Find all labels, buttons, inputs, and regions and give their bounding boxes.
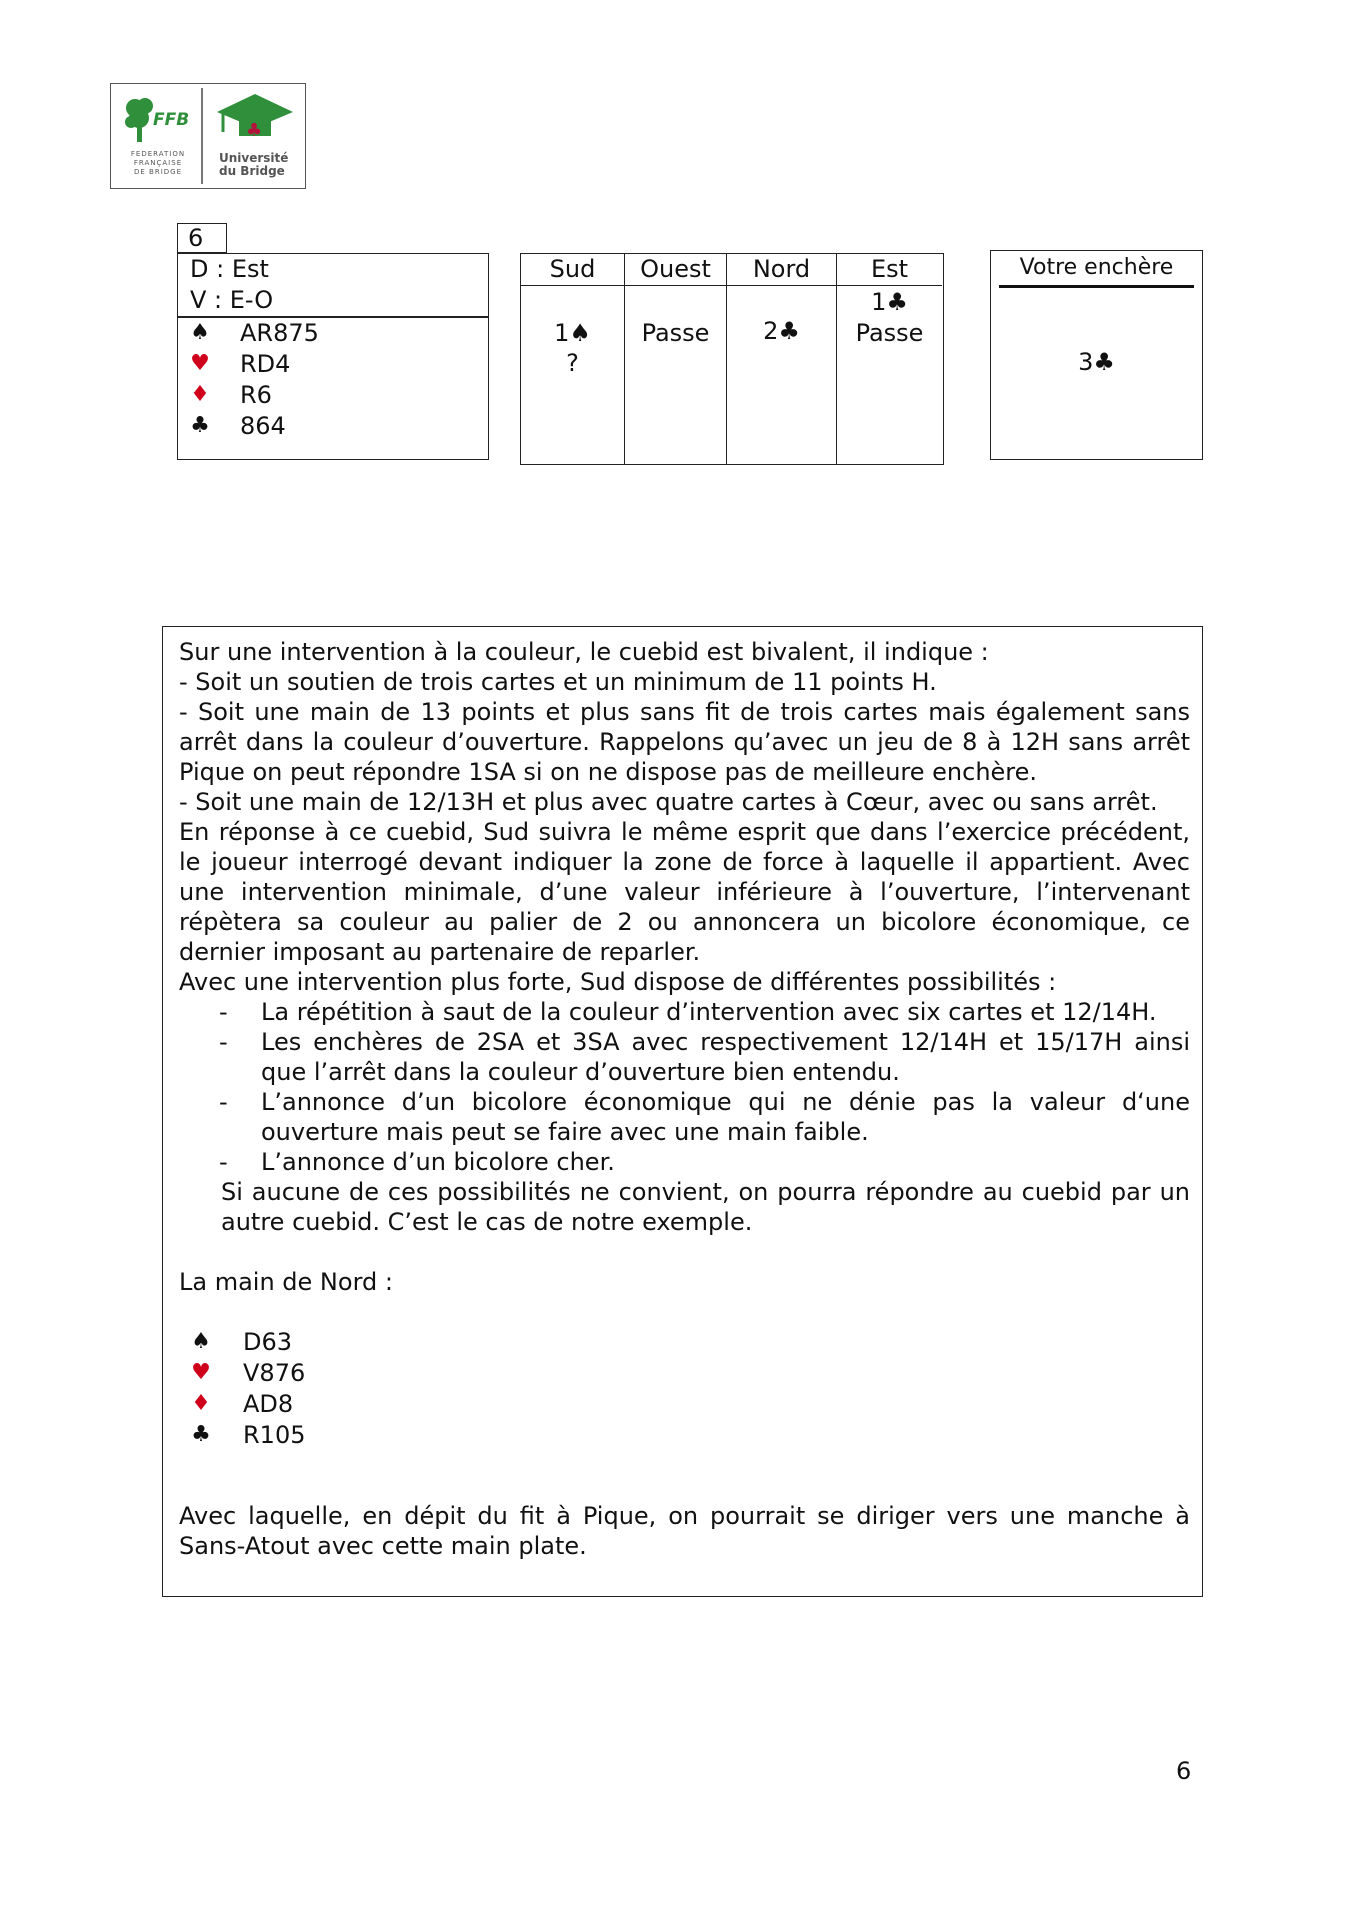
club-cards: 864 (240, 412, 286, 440)
bid-sud-2: ? (566, 349, 579, 377)
commentary-para-4: Si aucune de ces possibilités ne convient, on pourra répondre au cuebid par un autre cuebid. C’est le cas de notre exemple. (221, 1178, 1190, 1236)
bid-header-est: Est (837, 254, 942, 286)
heart-icon: ♥ (190, 351, 210, 376)
bid-column-nord (726, 254, 836, 464)
north-diamond-cards: AD8 (243, 1390, 294, 1418)
ffb-subtitle: FEDERATION FRANÇAISE DE BRIDGE (130, 150, 186, 176)
board-number: 6 (177, 223, 227, 253)
north-hand-label: La main de Nord : (179, 1268, 393, 1296)
bid-column-est (836, 254, 942, 464)
spade-cards: AR875 (240, 319, 319, 347)
bid-header-ouest: Ouest (625, 254, 726, 286)
spade-icon: ♠ (190, 320, 210, 345)
club-icon: ♣ (191, 1422, 211, 1447)
bid-sud-1: 1♠ (554, 319, 591, 347)
spade-icon: ♠ (191, 1329, 211, 1354)
answer-value: 3♣ (1078, 348, 1115, 376)
commentary-conclusion: Avec laquelle, en dépit du fit à Pique, on pourrait se diriger vers une manche à Sans-Atout avec cette main plate. (179, 1502, 1190, 1560)
commentary-line-1: - Soit un soutien de trois cartes et un minimum de 11 points H. (179, 668, 937, 696)
deal-box (177, 253, 489, 460)
logo-divider (201, 88, 203, 184)
club-icon: ♣ (190, 413, 210, 438)
diamond-icon: ♦ (191, 1391, 211, 1416)
bidding-table (520, 253, 944, 465)
bid-est-2: Passe (855, 319, 924, 347)
answer-title: Votre enchère (1019, 255, 1174, 280)
answer-box (990, 250, 1203, 460)
commentary-para-3: Avec une intervention plus forte, Sud dispose de différentes possibilités : (179, 968, 1057, 996)
north-heart-cards: V876 (243, 1359, 306, 1387)
bid-header-sud: Sud (521, 254, 624, 286)
commentary-line-3: - Soit une main de 12/13H et plus avec quatre cartes à Cœur, avec ou sans arrêt. (179, 788, 1158, 816)
tree-icon (123, 96, 157, 144)
diamond-cards: R6 (240, 381, 272, 409)
heart-cards: RD4 (240, 350, 291, 378)
ffb-logo (110, 83, 306, 189)
commentary-line-2: - Soit une main de 13 points et plus sans fit de trois cartes mais également sans arrêt dans la couleur d’ouverture. Rappelons qu’avec un jeu de 8 à 12H sans arrêt Pique on peut répondre 1SA si on ne dispose pas de meilleure enchère. (179, 698, 1190, 786)
page-number: 6 (1176, 1757, 1192, 1785)
deal-separator (178, 316, 488, 318)
vulnerability-label: V : E-O (190, 286, 274, 314)
heart-icon: ♥ (191, 1360, 211, 1385)
bid-column-ouest (624, 254, 726, 464)
commentary-para-2: En réponse à ce cuebid, Sud suivra le même esprit que dans l’exercice précédent, le joueur interrogé devant indiquer la zone de force à laquelle il appartient. Avec une intervention minimale, d’une valeur inférieure à l’ouverture, l’intervenant répètera sa couleur au palier de 2 ou annoncera un bicolore économique, ce dernier imposant au partenaire de reparler. (179, 818, 1190, 966)
diamond-icon: ♦ (190, 382, 210, 407)
commentary-box (162, 626, 1203, 1597)
possibility-item: - L’annonce d’un bicolore économique qui ne dénie pas la valeur d‘une ouverture mais peut se faire avec une main faible. (219, 1088, 1190, 1146)
graduation-cap-icon (213, 92, 297, 148)
dealer-label: D : Est (190, 255, 269, 283)
ffb-wordmark: FFB (153, 110, 190, 130)
north-spade-cards: D63 (243, 1328, 293, 1356)
north-hand (179, 1327, 1190, 1451)
possibility-item: - La répétition à saut de la couleur d’intervention avec six cartes et 12/14H. (219, 998, 1157, 1026)
north-club-cards: R105 (243, 1421, 306, 1449)
universite-wordmark: Université du Bridge (219, 151, 289, 178)
commentary-intro: Sur une intervention à la couleur, le cuebid est bivalent, il indique : (179, 638, 989, 666)
bid-header-nord: Nord (727, 254, 836, 286)
answer-rule (999, 285, 1194, 288)
bid-ouest-1: Passe (641, 319, 710, 347)
possibility-item: - L’annonce d’un bicolore cher. (219, 1148, 615, 1176)
bid-column-sud (521, 254, 624, 464)
bid-nord-1: 2♣ (763, 317, 800, 345)
bid-est-1: 1♣ (871, 288, 908, 316)
possibility-item: - Les enchères de 2SA et 3SA avec respectivement 12/14H et 15/17H ainsi que l’arrêt dans la couleur d’ouverture bien entendu. (219, 1028, 1190, 1086)
svg-text:♣: ♣ (246, 120, 263, 141)
